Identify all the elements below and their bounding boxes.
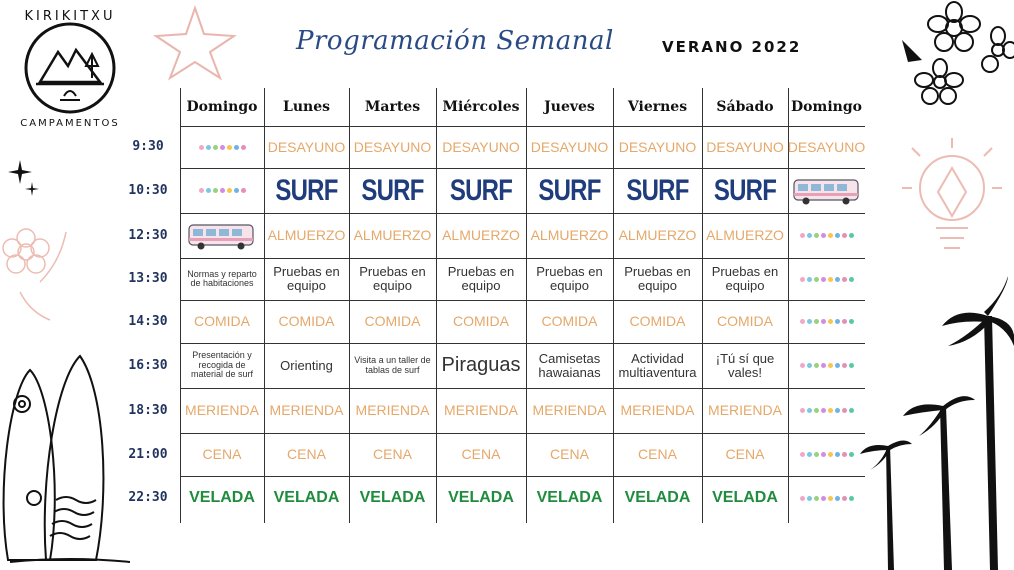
dot-icon: [241, 188, 246, 193]
schedule-cell: ¡Tú sí que vales!: [715, 350, 775, 380]
schedule-cell: VELADA: [624, 488, 691, 506]
dot-icon: [835, 408, 840, 413]
schedule-cell: VELADA: [189, 488, 255, 506]
schedule-cell: VELADA: [359, 488, 426, 506]
schedule-cell: SURF: [713, 173, 777, 207]
dot-icon: [807, 363, 812, 368]
dot-divider-icon: [199, 188, 246, 193]
schedule-cell: ALMUERZO: [530, 227, 609, 244]
bus-icon: [792, 176, 862, 206]
schedule-cell: ALMUERZO: [442, 227, 520, 244]
day-header: Lunes: [283, 99, 330, 115]
schedule-cell: COMIDA: [278, 313, 335, 330]
schedule-cell: MERIENDA: [620, 402, 695, 419]
schedule-cell: CENA: [287, 446, 326, 463]
schedule-cell: SURF: [275, 173, 338, 207]
schedule-cell: Pruebas en equipo: [536, 264, 603, 293]
dot-icon: [800, 363, 805, 368]
dot-divider-icon: [800, 319, 854, 324]
dot-icon: [849, 233, 854, 238]
dot-icon: [234, 188, 239, 193]
dot-icon: [814, 319, 819, 324]
time-label: 13:30: [128, 271, 168, 286]
schedule-cell: MERIENDA: [444, 402, 518, 419]
dot-icon: [842, 408, 847, 413]
dots-cell: [788, 476, 865, 520]
dot-icon: [800, 408, 805, 413]
day-header: Jueves: [544, 99, 595, 115]
schedule-cell: CENA: [461, 446, 501, 463]
dot-icon: [849, 496, 854, 501]
dots-cell: [788, 213, 865, 258]
schedule-cell: Pruebas en equipo: [711, 264, 779, 293]
time-label: 16:30: [128, 357, 168, 373]
dot-icon: [220, 145, 225, 150]
dot-icon: [849, 452, 854, 457]
schedule-cell: DESAYUNO: [267, 138, 346, 155]
dot-icon: [842, 233, 847, 238]
schedule-cell: SURF: [626, 173, 689, 207]
logo-subtitle: CAMPAMENTOS: [20, 118, 120, 129]
logo-name: KIRIKITXU: [24, 9, 116, 24]
schedule-cell: CENA: [202, 446, 242, 463]
time-label: 12:30: [128, 227, 168, 243]
dot-icon: [849, 319, 854, 324]
dot-icon: [821, 277, 826, 282]
dot-icon: [241, 145, 246, 150]
schedule-cell: Pruebas en equipo: [273, 264, 340, 293]
schedule-cell: DESAYUNO: [530, 138, 609, 155]
weekly-schedule-table: [120, 88, 865, 523]
dot-icon: [821, 319, 826, 324]
dot-icon: [835, 452, 840, 457]
dot-icon: [821, 233, 826, 238]
dot-icon: [842, 277, 847, 282]
dots-cell: [180, 168, 264, 213]
schedule-cell: MERIENDA: [532, 402, 607, 419]
time-label: 18:30: [128, 402, 168, 418]
time-label: 14:30: [128, 313, 168, 329]
dot-icon: [800, 496, 805, 501]
surfboards-icon: [0, 350, 130, 565]
dot-icon: [842, 452, 847, 457]
day-header: Martes: [364, 99, 421, 115]
flower-left-icon: [0, 212, 70, 322]
dot-icon: [821, 496, 826, 501]
bus-icon: [187, 221, 257, 251]
flower-right-icon: [902, 0, 1014, 120]
schedule-cell: VELADA: [448, 488, 514, 506]
dot-icon: [828, 233, 833, 238]
schedule-cell: COMIDA: [629, 313, 686, 330]
schedule-cell: ALMUERZO: [706, 227, 784, 244]
day-header: Miércoles: [442, 99, 520, 115]
schedule-cell: VELADA: [273, 488, 340, 506]
schedule-cell: COMIDA: [364, 313, 421, 330]
schedule-cell: VELADA: [712, 488, 778, 506]
dots-cell: [788, 300, 865, 343]
dot-divider-icon: [800, 277, 854, 282]
schedule-cell: COMIDA: [194, 313, 250, 330]
dots-cell: [788, 258, 865, 300]
day-header: Domingo: [791, 99, 862, 115]
schedule-cell: SURF: [361, 173, 424, 207]
schedule-cell: CENA: [373, 446, 412, 463]
schedule-cell: DESAYUNO: [353, 138, 432, 155]
dot-icon: [849, 277, 854, 282]
schedule-cell: Pruebas en equipo: [359, 264, 426, 293]
day-header: Viernes: [627, 99, 688, 115]
dot-icon: [849, 363, 854, 368]
schedule-cell: Piraguas: [441, 354, 521, 376]
dot-icon: [814, 452, 819, 457]
dot-icon: [199, 145, 204, 150]
dot-icon: [814, 408, 819, 413]
dot-icon: [828, 452, 833, 457]
schedule-cell: Pruebas en equipo: [624, 264, 691, 293]
dot-icon: [821, 363, 826, 368]
schedule-cell: COMIDA: [541, 313, 598, 330]
dot-icon: [807, 452, 812, 457]
dot-icon: [835, 496, 840, 501]
dot-icon: [213, 145, 218, 150]
dot-icon: [227, 145, 232, 150]
schedule-cell: SURF: [538, 173, 601, 207]
schedule-cell: DESAYUNO: [442, 138, 520, 155]
dot-icon: [206, 145, 211, 150]
schedule-cell: DESAYUNO: [787, 138, 866, 155]
dots-cell: [788, 343, 865, 388]
schedule-cell: ALMUERZO: [267, 227, 346, 244]
time-label: 21:00: [128, 446, 168, 462]
dot-icon: [800, 452, 805, 457]
dot-icon: [842, 363, 847, 368]
bus-cell: [180, 213, 264, 258]
dot-icon: [800, 319, 805, 324]
schedule-cell: MERIENDA: [708, 402, 782, 419]
dot-icon: [807, 408, 812, 413]
schedule-cell: MERIENDA: [269, 402, 344, 419]
dot-divider-icon: [800, 233, 854, 238]
dot-icon: [828, 363, 833, 368]
schedule-cell: VELADA: [536, 488, 603, 506]
dots-cell: [788, 388, 865, 433]
dot-icon: [814, 277, 819, 282]
starfish-icon: [150, 2, 240, 82]
season-label: VERANO 2022: [662, 38, 802, 56]
time-label: 9:30: [132, 139, 164, 154]
schedule-cell: ALMUERZO: [353, 227, 432, 244]
dot-divider-icon: [800, 496, 854, 501]
dot-icon: [807, 496, 812, 501]
dot-divider-icon: [800, 363, 854, 368]
dot-icon: [835, 319, 840, 324]
dot-icon: [807, 319, 812, 324]
bus-cell: [788, 168, 865, 213]
day-header: Sábado: [716, 99, 774, 115]
dot-divider-icon: [199, 145, 246, 150]
dot-icon: [206, 188, 211, 193]
page-title: Programación Semanal: [296, 26, 614, 56]
schedule-cell: Orienting: [280, 357, 333, 373]
dot-icon: [227, 188, 232, 193]
schedule-cell: SURF: [449, 173, 513, 207]
dot-icon: [835, 277, 840, 282]
sparkle-icon: [0, 156, 44, 200]
schedule-cell: DESAYUNO: [618, 138, 697, 155]
schedule-cell: Camisetas hawaianas: [538, 350, 601, 380]
time-label: 10:30: [128, 182, 168, 198]
dot-icon: [199, 188, 204, 193]
dot-icon: [213, 188, 218, 193]
dot-icon: [814, 496, 819, 501]
lightbulb-icon: [892, 128, 1012, 268]
schedule-cell: DESAYUNO: [706, 138, 784, 155]
schedule-cell: MERIENDA: [355, 402, 430, 419]
schedule-cell: CENA: [638, 446, 677, 463]
day-header: Domingo: [186, 99, 258, 115]
dot-icon: [842, 496, 847, 501]
dot-icon: [821, 452, 826, 457]
dot-icon: [842, 319, 847, 324]
schedule-cell: Visita a un taller de tablas de surf: [354, 355, 431, 375]
schedule-cell: Normas y reparto de habitaciones: [187, 268, 257, 288]
dot-icon: [835, 363, 840, 368]
camp-logo: [6, 4, 134, 132]
schedule-cell: Presentación y recogida de material de surf: [190, 350, 254, 380]
schedule-cell: Actividad multiaventura: [618, 350, 697, 380]
dot-icon: [821, 408, 826, 413]
schedule-cell: ALMUERZO: [618, 227, 697, 244]
dot-icon: [800, 233, 805, 238]
dot-icon: [835, 233, 840, 238]
schedule-cell: CENA: [550, 446, 589, 463]
time-label: 22:30: [128, 490, 168, 505]
dot-icon: [828, 408, 833, 413]
dot-icon: [849, 408, 854, 413]
dot-icon: [828, 277, 833, 282]
dot-icon: [828, 319, 833, 324]
dot-icon: [220, 188, 225, 193]
schedule-cell: MERIENDA: [185, 402, 259, 419]
dot-icon: [828, 496, 833, 501]
schedule-cell: Pruebas en equipo: [447, 264, 515, 293]
schedule-cell: COMIDA: [717, 313, 773, 330]
schedule-cell: CENA: [725, 446, 765, 463]
dot-icon: [807, 233, 812, 238]
dot-icon: [234, 145, 239, 150]
dot-divider-icon: [800, 408, 854, 413]
dot-icon: [807, 277, 812, 282]
dot-divider-icon: [800, 452, 854, 457]
palm-trees-icon: [856, 276, 1014, 570]
dots-cell: [788, 433, 865, 476]
dot-icon: [814, 233, 819, 238]
dots-cell: [180, 126, 264, 168]
schedule-cell: COMIDA: [453, 313, 509, 330]
dot-icon: [814, 363, 819, 368]
dot-icon: [800, 277, 805, 282]
